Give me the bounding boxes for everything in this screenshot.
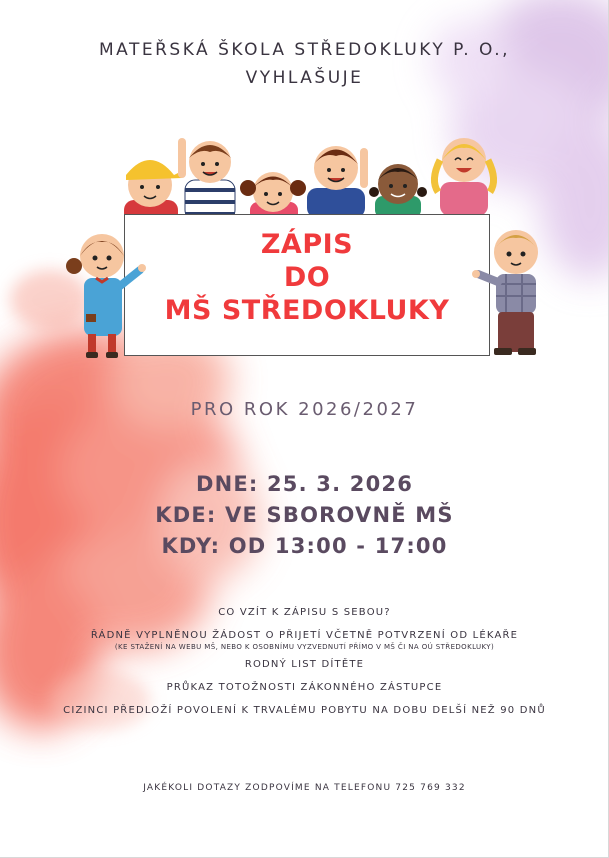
kid-blue-shirt bbox=[307, 146, 368, 218]
announces-label: VYHLAŠUJE bbox=[245, 68, 364, 88]
kid-braids bbox=[369, 164, 427, 218]
sign-title bbox=[124, 228, 490, 327]
bring-item-residence-permit: CIZINCI PŘEDLOŽÍ POVOLENÍ K TRVALÉMU POBYTU NA DOBU DELŠÍ NEŽ 90 DNŮ bbox=[63, 705, 546, 716]
contact-line: JAKÉKOLI DOTAZY ZODPOVÍME NA TELEFONU 725 769 332 bbox=[143, 783, 466, 793]
date-line: DNE: 25. 3. 2026 bbox=[195, 472, 414, 496]
kid-boy-right bbox=[470, 222, 560, 362]
bring-item-application-note: (KE STAŽENÍ NA WEBU MŠ, NEBO K OSOBNÍMU VYZVEDNUTÍ PŘÍMO V MŠ ČI NA OÚ STŘEDOKLUKY) bbox=[114, 643, 495, 651]
sign-line-zapis: ZÁPIS bbox=[260, 229, 354, 260]
kid-girl-left bbox=[58, 226, 148, 362]
bring-item-application: ŘÁDNĚ VYPLNĚNOU ŽÁDOST O PŘIJETÍ VČETNĚ POTVRZENÍ OD LÉKAŘE bbox=[90, 630, 519, 641]
bring-item-birth-certificate: RODNÝ LIST DÍTĚTE bbox=[244, 659, 365, 670]
red-splash bbox=[0, 330, 260, 730]
sign-line-do: DO bbox=[283, 262, 331, 293]
time-line: KDY: OD 13:00 - 17:00 bbox=[161, 534, 448, 558]
kid-striped-shirt bbox=[178, 138, 235, 220]
sign-line-ms: MŠ STŘEDOKLUKY bbox=[164, 295, 450, 326]
bring-question: CO VZÍT K ZÁPISU S SEBOU? bbox=[218, 607, 391, 618]
place-line: KDE: VE SBOROVNĚ MŠ bbox=[155, 503, 454, 527]
bring-item-id: PRŮKAZ TOTOŽNOSTI ZÁKONNÉHO ZÁSTUPCE bbox=[166, 682, 443, 693]
school-year: PRO ROK 2026/2027 bbox=[190, 399, 419, 420]
kid-blonde-girl bbox=[434, 138, 493, 216]
school-name: MATEŘSKÁ ŠKOLA STŘEDOKLUKY P. O., bbox=[98, 40, 511, 60]
